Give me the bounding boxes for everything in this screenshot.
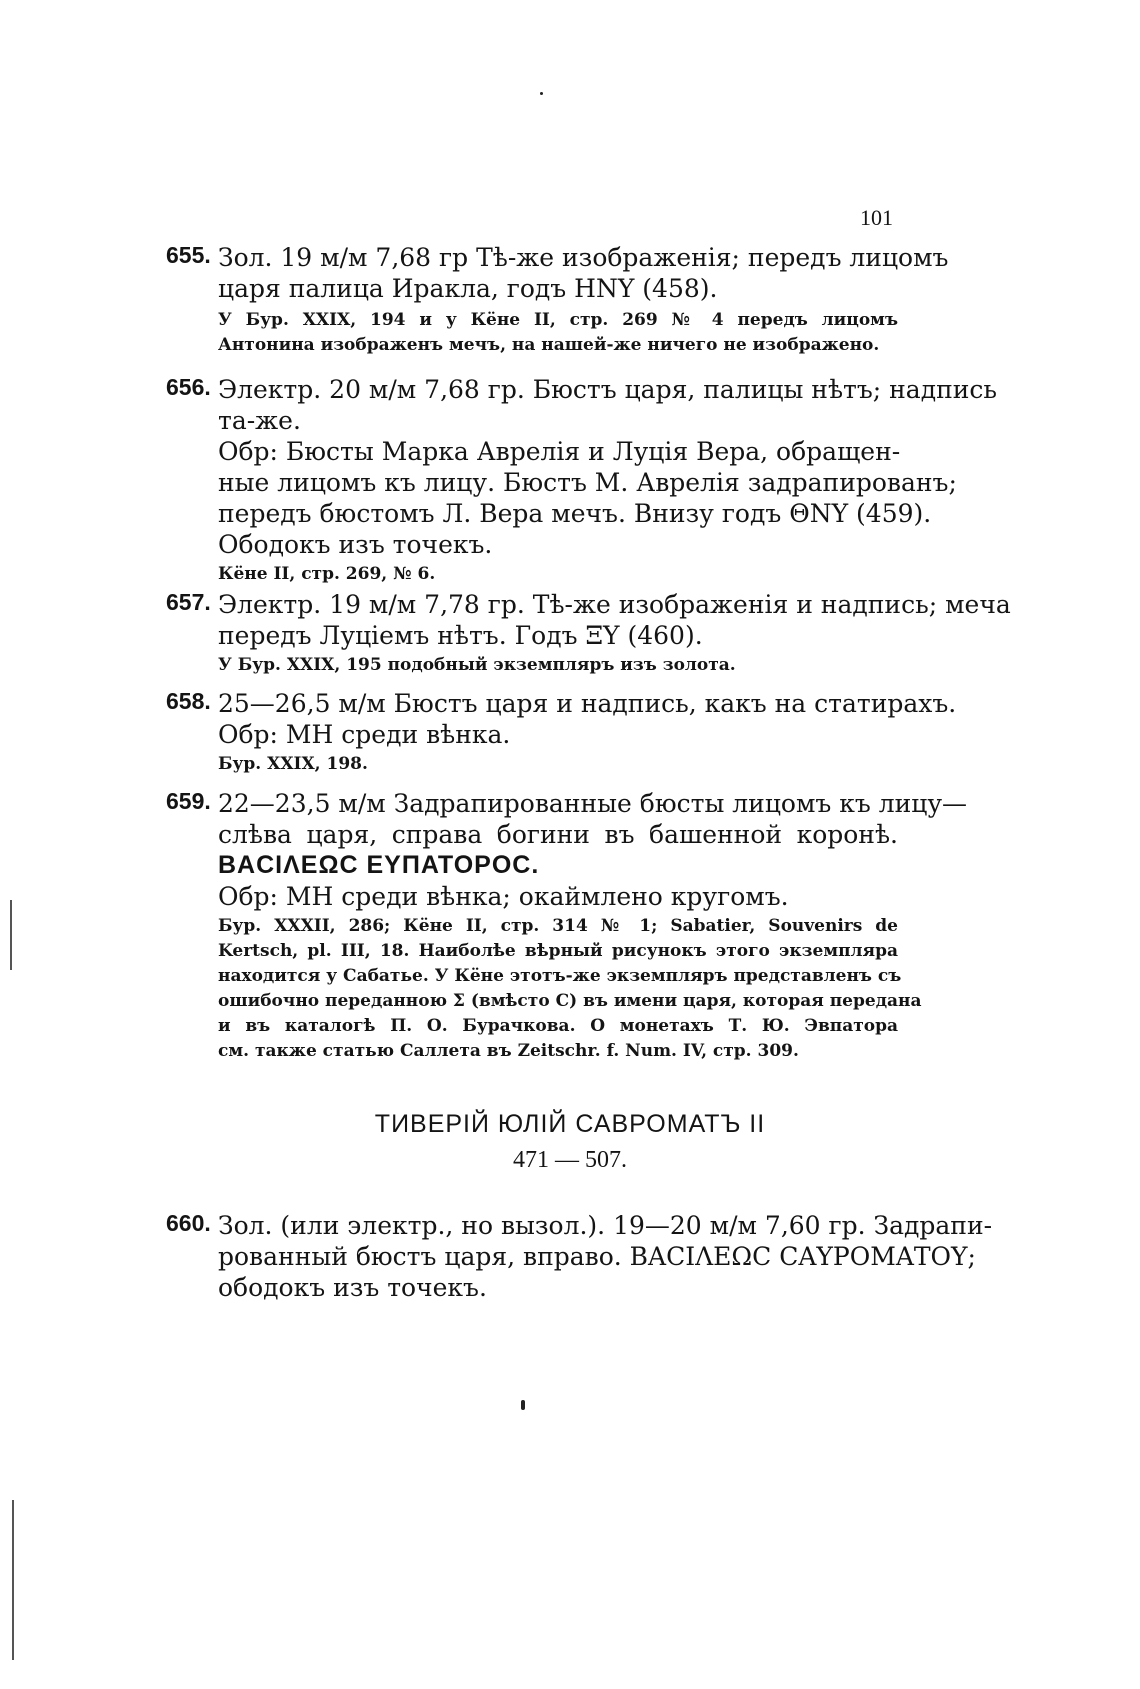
entry-line: передъ Луціемъ нѣтъ. Годъ ΞY (460). [218,621,703,650]
reference-line: Антонина изображенъ мечъ, на нашей-же ничего не изображено. [218,335,880,355]
reference-line: находится у Сабатье. У Кёне этотъ-же экземпляръ представленъ съ [218,966,902,986]
reference-line: и въ каталогѣ П. О. Бурачкова. О монетахъ Т. Ю. Эвпатора [218,1016,898,1036]
catalog-entry-658 [166,688,957,777]
section-title: ТИВЕРІЙ ЮЛІЙ САВРОМАТЪ II [374,1110,766,1138]
entry-line: передъ бюстомъ Л. Вера мечъ. Внизу годъ ΘNY (459). [218,499,932,528]
reference-line: см. также статью Саллета въ Zeitschr. f. Num. IV, стр. 309. [218,1041,799,1061]
entry-number: 655. [166,242,211,268]
catalog-entry-659 [166,788,968,1064]
page-number: 101 [860,205,893,230]
catalog-entry-655 [166,242,949,358]
section-years: 471 — 507. [513,1147,627,1173]
scan-edge-mark [12,1500,14,1660]
entry-line: Ободокъ изъ точекъ. [218,530,493,559]
reference-line: Бур. XXXII, 286; Кёне II, стр. 314 № 1; Sabatier, Souvenirs de [218,916,898,936]
entry-line: 25—26,5 м/м Бюстъ царя и надпись, какъ на статирахъ. [218,689,957,718]
entry-line: Обр: MH среди вѣнка. [218,720,511,749]
entry-line: царя палица Иракла, годъ HNY (458). [218,274,718,303]
entry-line: Электр. 20 м/м 7,68 гр. Бюстъ царя, палицы нѣтъ; надпись [218,375,998,404]
catalog-entry-660 [166,1210,993,1303]
entry-line: 22—23,5 м/м Задрапированные бюсты лицомъ къ лицу— [218,789,968,818]
entry-line: Обр: Бюсты Марка Аврелія и Луція Вера, обращен- [218,437,901,466]
greek-inscription: ΒΑCΙΛΕΩC ΕΥΠΑΤΟΡΟC. [218,851,540,879]
reference-line: Бур. XXIX, 198. [218,754,368,774]
entry-line: ободокъ изъ точекъ. [218,1273,487,1302]
entry-number: 659. [166,788,211,814]
reference-line: Кёне II, стр. 269, № 6. [218,564,436,584]
scan-speck [540,92,543,95]
entry-number: 658. [166,688,211,714]
entry-number: 656. [166,374,211,400]
reference-line: У Бур. XXIX, 195 подобный экземпляръ изъ золота. [218,655,736,675]
entry-line: Обр: MH среди вѣнка; окаймлено кругомъ. [218,882,789,911]
entry-number: 660. [166,1210,211,1236]
catalog-entry-657 [166,589,1011,678]
scan-speck [521,1400,525,1410]
entry-line: Зол. 19 м/м 7,68 гр Тѣ-же изображенія; передъ лицомъ [218,243,949,272]
entry-line: слѣва царя, справа богини въ башенной коронѣ. [218,820,898,849]
entry-line: та-же. [218,406,301,435]
reference-line: Kertsch, pl. III, 18. Наиболѣе вѣрный рисунокъ этого экземпляра [218,941,898,961]
scan-edge-mark [10,900,12,970]
entry-line: Электр. 19 м/м 7,78 гр. Тѣ-же изображенія и надпись; меча [218,590,1011,619]
entry-line: Зол. (или электр., но вызол.). 19—20 м/м 7,60 гр. Задрапи- [218,1211,993,1240]
entry-number: 657. [166,589,211,615]
reference-line: У Бур. XXIX, 194 и у Кёне II, стр. 269 № 4 передъ лицомъ [218,310,898,330]
entry-line: рованный бюстъ царя, вправо. ΒΑCΙΛΕΩC CΑΥΡΟΜΑΤΟΥ; [218,1242,976,1271]
catalog-entry-656 [166,374,998,587]
reference-line: ошибочно переданною Σ (вмѣсто C) въ имени царя, которая передана [218,991,922,1011]
entry-line: ные лицомъ къ лицу. Бюстъ М. Аврелія задрапированъ; [218,468,957,497]
